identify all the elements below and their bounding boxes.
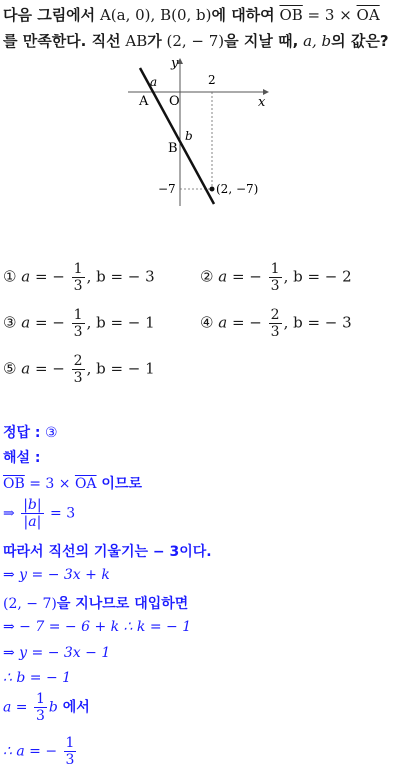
choice-a: a = −: [21, 359, 65, 378]
numerator: 1: [65, 735, 75, 751]
tick-m7-label: −7: [158, 182, 176, 196]
b-small-label: b: [185, 129, 193, 143]
choice-b: , b = − 2: [283, 267, 352, 286]
choice-1[interactable]: [3, 262, 155, 293]
implies-arrow: ⇒: [3, 505, 15, 522]
pass-point: (2, − 7): [3, 596, 57, 612]
fraction: [64, 736, 77, 767]
choice-number: ⑤: [3, 359, 17, 378]
point-label: (2, −7): [216, 182, 259, 196]
fraction: [269, 262, 282, 293]
a-equals: a =: [3, 699, 32, 716]
denominator: 3: [65, 752, 75, 768]
denominator: 3: [73, 370, 83, 386]
solution-text: 을 지나므로 대입하면: [56, 596, 189, 612]
answer-value: ③: [44, 425, 58, 441]
question-text: 에 대하여: [211, 6, 275, 24]
numerator: 1: [73, 307, 83, 323]
a-equals: ∴ a = −: [3, 743, 58, 760]
choice-a: a = −: [21, 267, 65, 286]
denominator: 3: [73, 278, 83, 294]
numerator: |b|: [23, 497, 42, 513]
line-ab: AB: [125, 32, 148, 50]
solution-line-1: [3, 473, 142, 493]
numerator: 1: [270, 261, 280, 277]
solution-line-8: ∴ b = − 1: [3, 670, 72, 686]
solution-line-6: ⇒ − 7 = − 6 + k ∴ k = − 1: [3, 619, 192, 635]
choice-a: a = −: [218, 313, 262, 332]
choice-b: , b = − 1: [86, 313, 155, 332]
solution-text: 이므로: [96, 476, 142, 492]
fraction: [72, 262, 85, 293]
point-b: B(0, b): [160, 6, 212, 24]
point-2-m7: [210, 187, 215, 192]
choice-number: ③: [3, 313, 17, 332]
vars: a, b: [303, 32, 332, 50]
question-text: 를 만족한다. 직선: [3, 32, 121, 50]
fraction: [72, 308, 85, 339]
choice-b: , b = − 1: [86, 359, 155, 378]
solution-line-10: [3, 736, 78, 767]
choice-4[interactable]: [200, 308, 352, 339]
choice-5[interactable]: [3, 354, 155, 385]
point-a: A(a, 0),: [99, 6, 156, 24]
denominator: 3: [270, 324, 280, 340]
fraction: [72, 354, 85, 385]
solution-line-2: [3, 498, 75, 529]
x-label: x: [258, 95, 266, 110]
question-text: 을 지날 때,: [224, 32, 299, 50]
answer-label: 정답 :: [3, 425, 41, 441]
a-small-label: a: [150, 75, 158, 89]
pass-point: (2, − 7): [166, 32, 225, 50]
denominator: 3: [73, 324, 83, 340]
segment-ob: $\overline{OB}$: [279, 6, 303, 24]
question-text: 다음 그림에서: [3, 6, 96, 24]
origin-label: O: [169, 94, 180, 109]
numerator: 2: [270, 307, 280, 323]
solution-text: 에서: [57, 699, 90, 716]
fraction: [21, 498, 43, 529]
solution-line-5: [3, 593, 188, 613]
b-var: b: [48, 699, 58, 716]
a-point-label: A: [139, 94, 149, 109]
solution-line-9: [3, 692, 90, 723]
b-point-label: B: [168, 141, 178, 156]
denominator: 3: [270, 278, 280, 294]
question-text: 의 값은?: [331, 32, 389, 50]
solution-line-7: ⇒ y = − 3x − 1: [3, 645, 111, 661]
segment-oa: $\overline{OA}$: [356, 6, 380, 24]
denominator: 3: [35, 708, 45, 724]
choice-number: ④: [200, 313, 214, 332]
answer-line: [3, 422, 58, 442]
tick-2-label: 2: [208, 73, 216, 87]
denominator: |a|: [23, 514, 42, 530]
question-line-2: [3, 30, 389, 52]
y-label: y: [171, 56, 179, 71]
equals-times: = 3 ×: [24, 476, 75, 492]
fraction: [269, 308, 282, 339]
choice-a: a = −: [218, 267, 262, 286]
numerator: 2: [73, 353, 83, 369]
choice-2[interactable]: [200, 262, 352, 293]
segment-oa: $\overline{OA}$: [74, 476, 97, 492]
fraction: [34, 692, 47, 723]
choice-3[interactable]: [3, 308, 155, 339]
question-text: 가: [147, 32, 162, 50]
solution-line-3: 따라서 직선의 기울기는 − 3이다.: [3, 544, 212, 560]
choice-b: , b = − 3: [283, 313, 352, 332]
solution-line-4: ⇒ y = − 3x + k: [3, 567, 110, 583]
choice-a: a = −: [21, 313, 65, 332]
explain-label: [3, 447, 41, 467]
coordinate-graph: [128, 54, 278, 214]
choice-number: ②: [200, 267, 214, 286]
equals-three: = 3: [45, 505, 76, 522]
choice-b: , b = − 3: [86, 267, 155, 286]
numerator: 1: [73, 261, 83, 277]
segment-ob: $\overline{OB}$: [3, 476, 25, 492]
numerator: 1: [35, 691, 45, 707]
choice-number: ①: [3, 267, 17, 286]
explain-text: 해설 :: [3, 450, 41, 466]
equals-times: = 3 ×: [302, 6, 357, 24]
question-line-1: [3, 4, 380, 26]
